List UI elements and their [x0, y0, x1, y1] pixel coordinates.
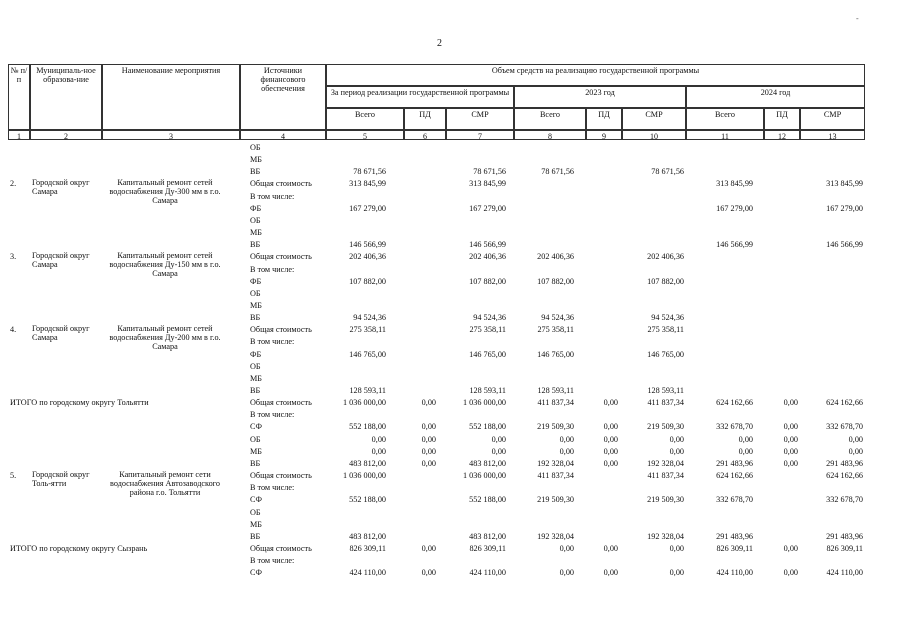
row-number: 2. — [10, 179, 17, 189]
header-period: За период реализации государственной программы — [326, 86, 514, 108]
column-number: 4 — [240, 130, 326, 140]
y2023-pd: 0,00 — [603, 568, 618, 578]
table-row — [8, 191, 865, 202]
period-pd: 0,00 — [421, 422, 436, 432]
y2023-smr: 275 358,11 — [647, 325, 684, 335]
funding-source: СФ — [250, 495, 262, 505]
funding-source: ОБ — [250, 215, 261, 225]
header-total: Всего — [686, 108, 764, 130]
funding-source: ВБ — [250, 386, 261, 395]
table-row — [8, 397, 865, 408]
y2024-smr: 146 566,99 — [826, 240, 863, 250]
column-number: 1 — [8, 130, 30, 140]
funding-source: ВБ — [250, 458, 261, 468]
funding-source: ОБ — [250, 361, 261, 371]
period-smr: 275 358,11 — [469, 325, 506, 335]
table-header — [8, 64, 865, 140]
y2023-smr: 107 882,00 — [647, 276, 684, 286]
column-number: 2 — [30, 130, 102, 140]
funding-source: СФ — [250, 568, 262, 578]
table-row — [8, 349, 865, 360]
y2024-total: 146 566,99 — [716, 240, 753, 250]
y2024-total: 624 162,66 — [716, 471, 753, 481]
y2023-total: 219 509,30 — [537, 495, 574, 505]
column-number: 3 — [102, 130, 240, 140]
table-row — [8, 264, 865, 275]
period-pd: 0,00 — [421, 458, 436, 468]
header-no: № п/п — [8, 64, 30, 130]
funding-source: В том числе: — [250, 264, 295, 274]
y2023-total: 94 524,36 — [541, 313, 574, 323]
table-row — [8, 239, 865, 250]
period-total: 0,00 — [371, 434, 386, 444]
y2024-total: 291 483,96 — [716, 531, 753, 541]
funding-source: В том числе: — [250, 410, 295, 420]
y2024-smr: 332 678,70 — [826, 495, 863, 505]
table-row — [8, 446, 865, 457]
y2024-smr: 624 162,66 — [826, 471, 863, 481]
period-total: 146 566,99 — [349, 240, 386, 250]
y2023-pd: 0,00 — [603, 446, 618, 456]
header-total: Всего — [326, 108, 404, 130]
funding-source: ОБ — [250, 288, 261, 298]
y2023-total: 202 406,36 — [537, 252, 574, 262]
period-total: 552 188,00 — [349, 422, 386, 432]
column-number: 9 — [586, 130, 622, 140]
period-total: 167 279,00 — [349, 203, 386, 213]
period-smr: 483 812,00 — [469, 531, 506, 541]
funding-source: ВБ — [250, 531, 261, 541]
period-pd: 0,00 — [421, 544, 436, 553]
y2023-smr: 94 524,36 — [651, 313, 684, 323]
funding-source: Общая стоимость — [250, 398, 312, 408]
period-total: 313 845,99 — [349, 179, 386, 189]
period-smr: 552 188,00 — [469, 495, 506, 505]
y2024-pd: 0,00 — [783, 398, 798, 408]
y2024-total: 332 678,70 — [716, 422, 753, 432]
column-number: 11 — [686, 130, 764, 140]
y2023-smr: 202 406,36 — [647, 252, 684, 262]
table-row — [8, 288, 865, 299]
table-row — [8, 312, 865, 323]
period-smr: 826 309,11 — [469, 544, 506, 553]
funding-source: ОБ — [250, 143, 261, 152]
y2023-total: 192 328,04 — [537, 531, 574, 541]
table-row — [8, 421, 865, 432]
municipality: Городской округ Самара — [32, 324, 90, 343]
header-2024: 2024 год — [686, 86, 865, 108]
funding-source: ВБ — [250, 240, 261, 250]
municipality: Городской округ Самара — [32, 251, 90, 270]
y2023-pd: 0,00 — [603, 398, 618, 408]
y2023-total: 219 509,30 — [537, 422, 574, 432]
y2024-pd: 0,00 — [783, 458, 798, 468]
total-label: ИТОГО по городскому округу Сызрань — [10, 544, 148, 553]
funding-source: МБ — [250, 373, 262, 383]
period-total: 552 188,00 — [349, 495, 386, 505]
column-number: 12 — [764, 130, 800, 140]
period-pd: 0,00 — [421, 398, 436, 408]
y2024-smr: 0,00 — [848, 446, 863, 456]
table-row — [8, 142, 865, 153]
funding-source: В том числе: — [250, 483, 295, 493]
header-smr: СМР — [800, 108, 865, 130]
period-total: 202 406,36 — [349, 252, 386, 262]
table-row — [8, 555, 865, 566]
period-smr: 483 812,00 — [469, 458, 506, 468]
y2023-total: 0,00 — [559, 446, 574, 456]
y2023-smr: 411 837,34 — [647, 471, 684, 481]
total-label: ИТОГО по городскому округу Тольятти — [10, 398, 149, 408]
y2024-total: 313 845,99 — [716, 179, 753, 189]
y2023-pd: 0,00 — [603, 434, 618, 444]
table-row — [8, 166, 865, 177]
header-activity: Наименование мероприятия — [102, 64, 240, 130]
funding-source: В том числе: — [250, 337, 295, 347]
column-number: 8 — [514, 130, 586, 140]
funding-source: Общая стоимость — [250, 471, 312, 481]
period-smr: 146 566,99 — [469, 240, 506, 250]
column-number: 10 — [622, 130, 686, 140]
funding-source: МБ — [250, 519, 262, 529]
period-total: 483 812,00 — [349, 531, 386, 541]
y2023-total: 0,00 — [559, 544, 574, 553]
y2023-total: 411 837,34 — [537, 398, 574, 408]
header-pd: ПД — [764, 108, 800, 130]
y2023-smr: 78 671,56 — [651, 167, 684, 177]
table-row — [8, 361, 865, 372]
funding-source: МБ — [250, 446, 262, 456]
period-smr: 1 036 000,00 — [463, 471, 506, 481]
period-total: 826 309,11 — [349, 544, 386, 553]
period-total: 275 358,11 — [349, 325, 386, 335]
y2024-pd: 0,00 — [783, 544, 798, 553]
y2023-smr: 128 593,11 — [647, 386, 684, 395]
table-row — [8, 507, 865, 518]
y2023-total: 0,00 — [559, 434, 574, 444]
funding-source: МБ — [250, 155, 262, 165]
y2024-smr: 167 279,00 — [826, 203, 863, 213]
table-row — [8, 543, 865, 554]
period-smr: 167 279,00 — [469, 203, 506, 213]
period-smr: 0,00 — [491, 434, 506, 444]
activity-name: Капитальный ремонт сети водоснабжения Автозаводского района г.о. Тольятти — [110, 470, 220, 498]
y2024-pd: 0,00 — [783, 434, 798, 444]
table-row — [8, 203, 865, 214]
y2024-total: 0,00 — [738, 446, 753, 456]
y2023-pd: 0,00 — [603, 458, 618, 468]
funding-source: ФБ — [250, 276, 262, 286]
y2023-smr: 0,00 — [669, 446, 684, 456]
activity-name: Капитальный ремонт сетей водоснабжения Ду-200 мм в г.о. Самара — [109, 324, 221, 352]
table-row — [8, 519, 865, 530]
activity-name: Капитальный ремонт сетей водоснабжения Ду-150 мм в г.о. Самара — [109, 251, 221, 279]
period-pd: 0,00 — [421, 446, 436, 456]
table-row — [8, 567, 865, 578]
table-row — [8, 531, 865, 542]
y2023-total: 78 671,56 — [541, 167, 574, 177]
activity-name: Капитальный ремонт сетей водоснабжения Ду-300 мм в г.о. Самара — [109, 178, 221, 206]
y2023-total: 192 328,04 — [537, 458, 574, 468]
period-total: 0,00 — [371, 446, 386, 456]
period-smr: 94 524,36 — [473, 313, 506, 323]
funding-source: ОБ — [250, 434, 261, 444]
period-pd: 0,00 — [421, 434, 436, 444]
header-pd: ПД — [586, 108, 622, 130]
column-number: 13 — [800, 130, 865, 140]
period-total: 107 882,00 — [349, 276, 386, 286]
y2024-smr: 826 309,11 — [826, 544, 863, 553]
period-smr: 313 845,99 — [469, 179, 506, 189]
y2023-smr: 411 837,34 — [647, 398, 684, 408]
y2023-smr: 146 765,00 — [647, 349, 684, 359]
period-smr: 1 036 000,00 — [463, 398, 506, 408]
column-number: 6 — [404, 130, 446, 140]
y2024-total: 167 279,00 — [716, 203, 753, 213]
funding-source: В том числе: — [250, 556, 295, 566]
table-row — [8, 373, 865, 384]
header-volume: Объем средств на реализацию государственной программы — [326, 64, 865, 86]
municipality: Городской округ Толь-ятти — [32, 470, 90, 489]
funding-source: ФБ — [250, 349, 262, 359]
y2024-pd: 0,00 — [783, 422, 798, 432]
y2023-total: 275 358,11 — [537, 325, 574, 335]
table-row — [8, 458, 865, 469]
y2023-smr: 0,00 — [669, 568, 684, 578]
funding-source: СФ — [250, 422, 262, 432]
table-row — [8, 300, 865, 311]
y2024-smr: 0,00 — [848, 434, 863, 444]
period-total: 483 812,00 — [349, 458, 386, 468]
y2024-total: 332 678,70 — [716, 495, 753, 505]
row-number: 4. — [10, 325, 17, 335]
period-smr: 128 593,11 — [469, 386, 506, 395]
period-total: 128 593,11 — [349, 386, 386, 395]
funding-source: МБ — [250, 228, 262, 238]
header-municipality: Муниципаль-ное образова-ние — [30, 64, 102, 130]
funding-source: Общая стоимость — [250, 179, 312, 189]
row-number: 5. — [10, 471, 17, 481]
funding-source: МБ — [250, 301, 262, 310]
y2024-total: 0,00 — [738, 434, 753, 444]
y2023-pd: 0,00 — [603, 544, 618, 553]
y2024-smr: 313 845,99 — [826, 179, 863, 189]
y2024-total: 291 483,96 — [716, 458, 753, 468]
y2023-total: 146 765,00 — [537, 349, 574, 359]
table-row — [8, 276, 865, 287]
header-smr: СМР — [622, 108, 686, 130]
period-smr: 146 765,00 — [469, 349, 506, 359]
period-total: 1 036 000,00 — [343, 471, 386, 481]
header-2023: 2023 год — [514, 86, 686, 108]
y2024-smr: 291 483,96 — [826, 531, 863, 541]
period-smr: 107 882,00 — [469, 276, 506, 286]
period-smr: 78 671,56 — [473, 167, 506, 177]
header-pd: ПД — [404, 108, 446, 130]
table-row — [8, 336, 865, 347]
y2023-smr: 0,00 — [669, 544, 684, 553]
table-row — [8, 227, 865, 238]
period-total: 78 671,56 — [353, 167, 386, 177]
funding-source: Общая стоимость — [250, 325, 312, 335]
y2023-smr: 192 328,04 — [647, 531, 684, 541]
funding-source: ВБ — [250, 167, 261, 177]
y2023-smr: 219 509,30 — [647, 422, 684, 432]
period-total: 146 765,00 — [349, 349, 386, 359]
funding-source: ВБ — [250, 313, 261, 323]
period-total: 94 524,36 — [353, 313, 386, 323]
y2024-pd: 0,00 — [783, 446, 798, 456]
municipality: Городской округ Самара — [32, 178, 90, 197]
y2023-smr: 0,00 — [669, 434, 684, 444]
y2023-total: 107 882,00 — [537, 276, 574, 286]
y2023-total: 411 837,34 — [537, 471, 574, 481]
period-smr: 424 110,00 — [469, 568, 506, 578]
corner-mark: - — [856, 14, 859, 23]
table-row — [8, 215, 865, 226]
period-smr: 202 406,36 — [469, 252, 506, 262]
y2024-total: 826 309,11 — [716, 544, 753, 553]
funding-source: ФБ — [250, 203, 262, 213]
y2023-smr: 192 328,04 — [647, 458, 684, 468]
y2023-total: 128 593,11 — [537, 386, 574, 395]
header-smr: СМР — [446, 108, 514, 130]
column-number: 5 — [326, 130, 404, 140]
y2023-pd: 0,00 — [603, 422, 618, 432]
y2024-smr: 291 483,96 — [826, 458, 863, 468]
header-source: Источники финансового обеспечения — [240, 64, 326, 130]
period-total: 1 036 000,00 — [343, 398, 386, 408]
table-row — [8, 494, 865, 505]
table-row — [8, 154, 865, 165]
table-row — [8, 482, 865, 493]
header-total: Всего — [514, 108, 586, 130]
y2024-total: 624 162,66 — [716, 398, 753, 408]
y2024-pd: 0,00 — [783, 568, 798, 578]
page-number: 2 — [437, 38, 442, 49]
column-number: 7 — [446, 130, 514, 140]
table-row — [8, 385, 865, 396]
period-smr: 552 188,00 — [469, 422, 506, 432]
table-row — [8, 434, 865, 445]
y2024-smr: 332 678,70 — [826, 422, 863, 432]
period-smr: 0,00 — [491, 446, 506, 456]
row-number: 3. — [10, 252, 17, 262]
period-total: 424 110,00 — [349, 568, 386, 578]
table-row — [8, 409, 865, 420]
funding-source: В том числе: — [250, 191, 295, 201]
funding-source: Общая стоимость — [250, 252, 312, 262]
y2023-total: 0,00 — [559, 568, 574, 578]
funding-source: ОБ — [250, 507, 261, 517]
period-pd: 0,00 — [421, 568, 436, 578]
y2024-smr: 424 110,00 — [826, 568, 863, 578]
funding-source: Общая стоимость — [250, 544, 312, 553]
y2024-smr: 624 162,66 — [826, 398, 863, 408]
y2024-total: 424 110,00 — [716, 568, 753, 578]
y2023-smr: 219 509,30 — [647, 495, 684, 505]
